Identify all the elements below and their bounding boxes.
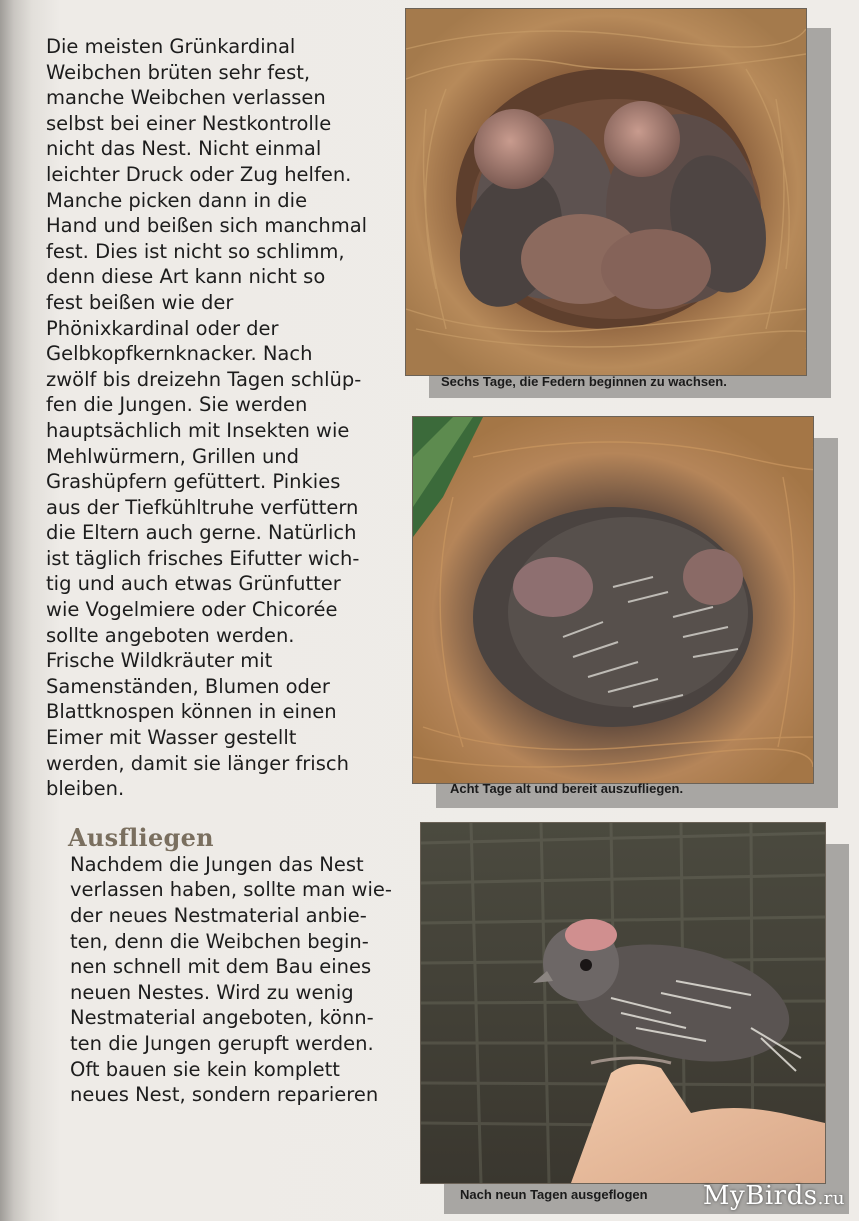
body-paragraph <box>46 34 406 802</box>
text-line: neuen Nestes. Wird zu wenig <box>70 980 354 1004</box>
text-line: nicht das Nest. Nicht einmal <box>46 137 322 161</box>
text-line: denn diese Art kann nicht so <box>46 265 326 289</box>
watermark-suffix: .ru <box>817 1188 845 1209</box>
photo-nest-eight-days <box>412 416 814 784</box>
text-line: Gelbkopfkernknacker. Nach <box>46 342 313 366</box>
text-line: hauptsächlich mit Insekten wie <box>46 418 350 442</box>
figure-2 <box>412 416 837 806</box>
fledgling-image <box>421 823 825 1183</box>
text-line: Hand und beißen sich manchmal <box>46 214 368 238</box>
text-line: der neues Nestmaterial anbie- <box>70 904 367 927</box>
text-line: fen die Jungen. Sie werden <box>46 393 308 417</box>
figure-3 <box>420 822 852 1217</box>
text-line: ten, denn die Weibchen begin- <box>70 929 369 953</box>
text-line: leichter Druck oder Zug helfen. <box>46 162 352 186</box>
text-line: wie Vogelmiere oder Chicorée <box>46 598 338 622</box>
section-paragraph <box>70 852 406 1108</box>
text-line: Manche picken dann in die <box>46 188 308 212</box>
watermark-text: MyBirds <box>702 1181 818 1211</box>
text-line: manche Weibchen verlassen <box>46 86 326 110</box>
nest-six-days-image <box>406 9 806 375</box>
text-line: Blattknospen können in einen <box>46 700 337 724</box>
text-line: die Eltern auch gerne. Natürlich <box>46 521 357 545</box>
text-line: ten die Jungen gerupft werden. <box>70 1031 374 1055</box>
text-line: nen schnell mit dem Bau eines <box>70 955 372 979</box>
text-line: bleiben. <box>46 777 125 801</box>
text-line: Frische Wildkräuter mit <box>46 649 273 673</box>
text-line: selbst bei einer Nestkontrolle <box>46 111 332 135</box>
text-line: Nachdem die Jungen das Nest <box>70 852 364 876</box>
text-line: Nestmaterial angeboten, könn- <box>70 1006 374 1030</box>
text-line: Grashüpfern gefüttert. Pinkies <box>46 470 341 494</box>
text-line: Eimer mit Wasser gestellt <box>46 726 297 750</box>
text-line: fest beißen wie der <box>46 290 234 314</box>
text-line: tig und auch etwas Grünfutter <box>46 572 341 596</box>
text-line: zwölf bis dreizehn Tagen schlüp- <box>46 367 362 391</box>
text-line: Samenständen, Blumen oder <box>46 674 330 698</box>
text-line: fest. Dies ist nicht so schlimm, <box>46 239 345 263</box>
figure-caption: Sechs Tage, die Federn beginnen zu wachsen. <box>441 374 727 389</box>
text-column <box>46 34 406 1108</box>
figure-1 <box>405 8 825 398</box>
text-line: aus der Tiefkühltruhe verfüttern <box>46 495 359 519</box>
section-heading: Ausfliegen <box>68 822 214 852</box>
text-line: Die meisten Grünkardinal <box>46 35 296 58</box>
photo-nest-six-days <box>405 8 807 376</box>
text-line: Mehlwürmern, Grillen und <box>46 444 300 468</box>
text-line: Phönixkardinal oder der <box>46 316 279 340</box>
text-line: sollte angeboten werden. <box>46 623 295 647</box>
figure-caption: Acht Tage alt und bereit auszufliegen. <box>450 781 684 796</box>
text-line: verlassen haben, sollte man wie- <box>70 878 392 902</box>
watermark <box>703 1181 845 1211</box>
text-line: ist täglich frisches Eifutter wich- <box>46 546 360 570</box>
nest-eight-days-image <box>413 417 813 783</box>
text-line: Weibchen brüten sehr fest, <box>46 60 311 84</box>
text-line: Oft bauen sie kein komplett <box>70 1057 340 1081</box>
figure-caption: Nach neun Tagen ausgeflogen <box>460 1187 648 1202</box>
text-line: neues Nest, sondern reparieren <box>70 1083 379 1107</box>
photo-fledgling <box>420 822 826 1184</box>
text-line: werden, damit sie länger frisch <box>46 751 349 775</box>
